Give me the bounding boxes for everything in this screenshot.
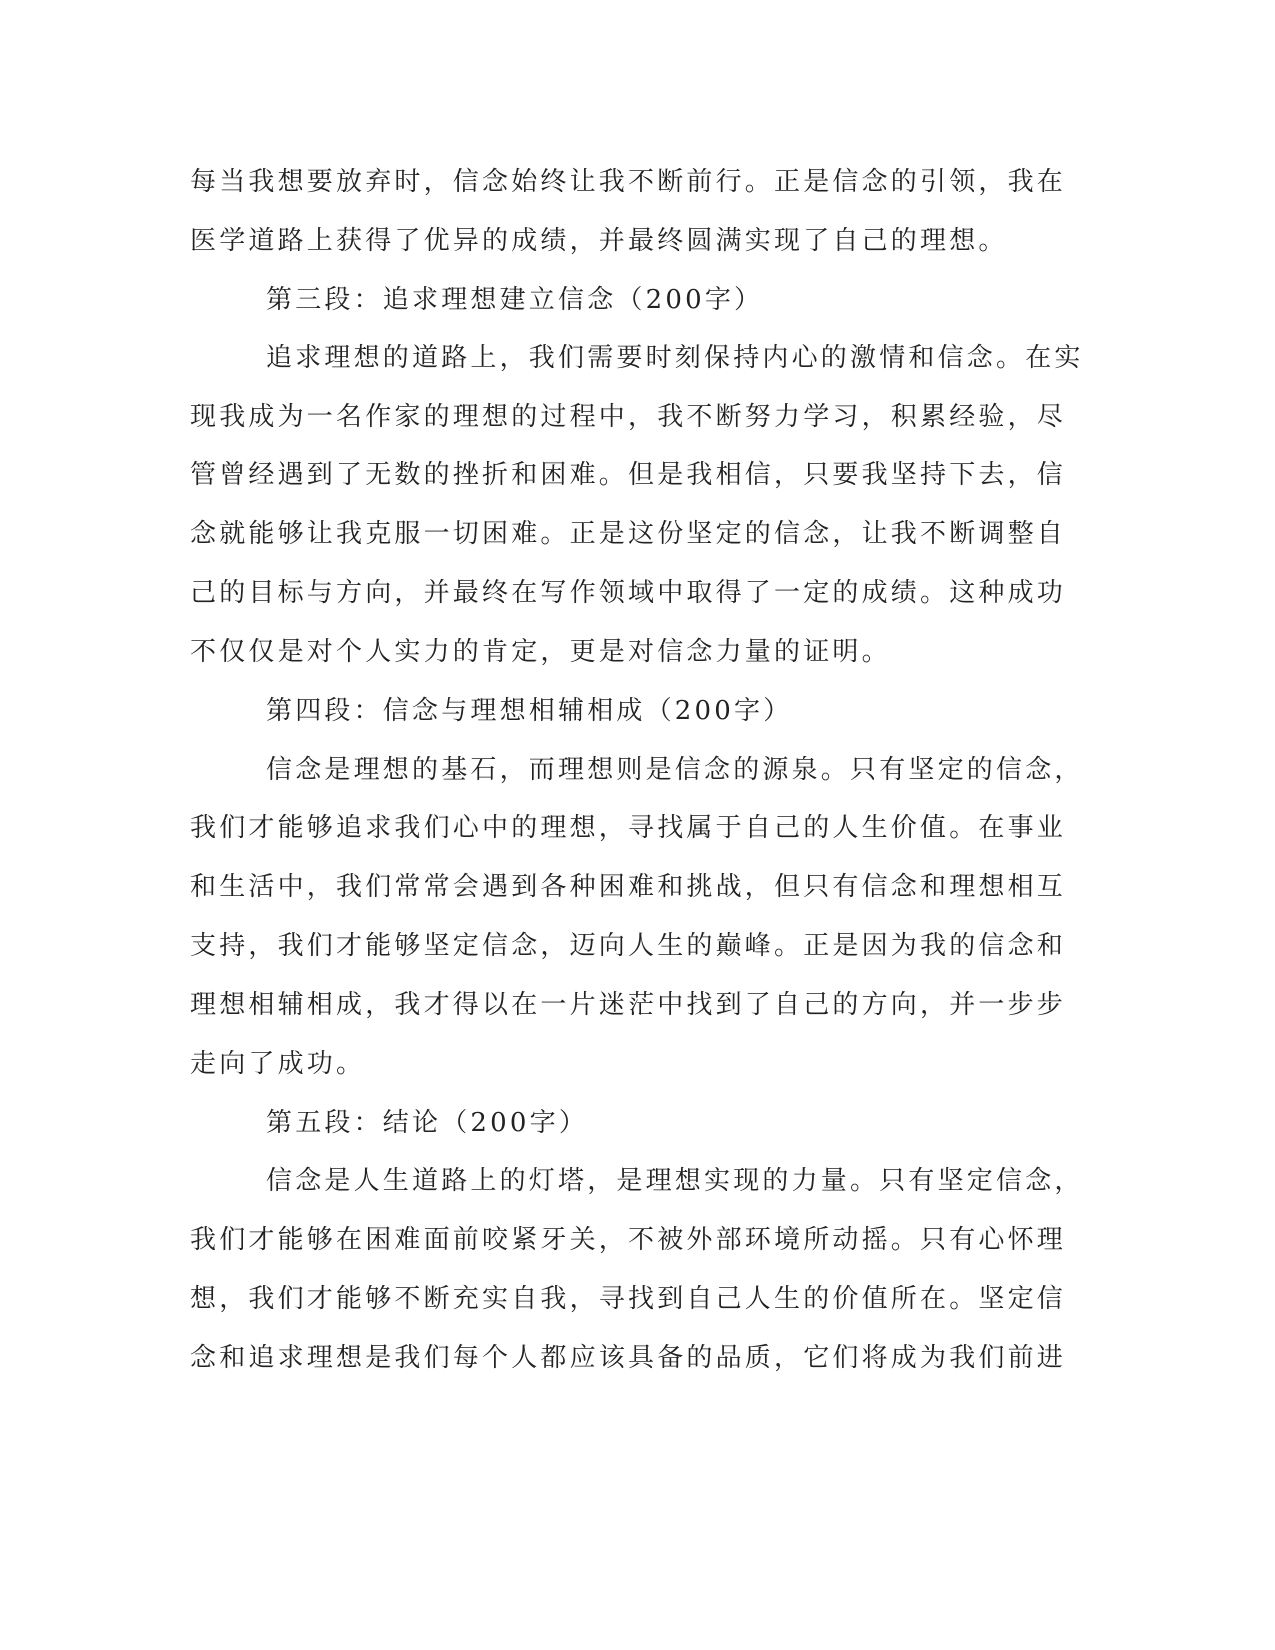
text-line: 己的目标与方向，并最终在写作领域中取得了一定的成绩。这种成功 <box>190 578 1067 608</box>
text-line: 信念是人生道路上的灯塔，是理想实现的力量。只有坚定信念， <box>266 1166 1084 1196</box>
text-line: 追求理想的道路上，我们需要时刻保持内心的激情和信念。在实 <box>266 343 1084 373</box>
text-line: 信念是理想的基石，而理想则是信念的源泉。只有坚定的信念， <box>266 755 1084 785</box>
text-line: 支持，我们才能够坚定信念，迈向人生的巅峰。正是因为我的信念和 <box>190 931 1067 961</box>
section-heading: 第五段：结论（200字） <box>266 1108 589 1138</box>
text-line: 每当我想要放弃时，信念始终让我不断前行。正是信念的引领，我在 <box>190 167 1067 197</box>
text-line: 管曾经遇到了无数的挫折和困难。但是我相信，只要我坚持下去，信 <box>190 460 1067 490</box>
text-line: 现我成为一名作家的理想的过程中，我不断努力学习，积累经验，尽 <box>190 402 1067 432</box>
text-line: 走向了成功。 <box>190 1049 366 1079</box>
section-heading: 第四段：信念与理想相辅相成（200字） <box>266 696 793 726</box>
text-line: 不仅仅是对个人实力的肯定，更是对信念力量的证明。 <box>190 637 891 667</box>
text-line: 念就能够让我克服一切困难。正是这份坚定的信念，让我不断调整自 <box>190 519 1067 549</box>
text-line: 念和追求理想是我们每个人都应该具备的品质，它们将成为我们前进 <box>190 1343 1067 1373</box>
text-line: 我们才能够追求我们心中的理想，寻找属于自己的人生价值。在事业 <box>190 813 1067 843</box>
text-line: 想，我们才能够不断充实自我，寻找到自己人生的价值所在。坚定信 <box>190 1284 1067 1314</box>
text-line: 医学道路上获得了优异的成绩，并最终圆满实现了自己的理想。 <box>190 226 1008 256</box>
text-line: 我们才能够在困难面前咬紧牙关，不被外部环境所动摇。只有心怀理 <box>190 1225 1067 1255</box>
section-heading: 第三段：追求理想建立信念（200字） <box>266 285 764 315</box>
text-line: 和生活中，我们常常会遇到各种困难和挑战，但只有信念和理想相互 <box>190 872 1067 902</box>
text-line: 理想相辅相成，我才得以在一片迷茫中找到了自己的方向，并一步步 <box>190 990 1067 1020</box>
